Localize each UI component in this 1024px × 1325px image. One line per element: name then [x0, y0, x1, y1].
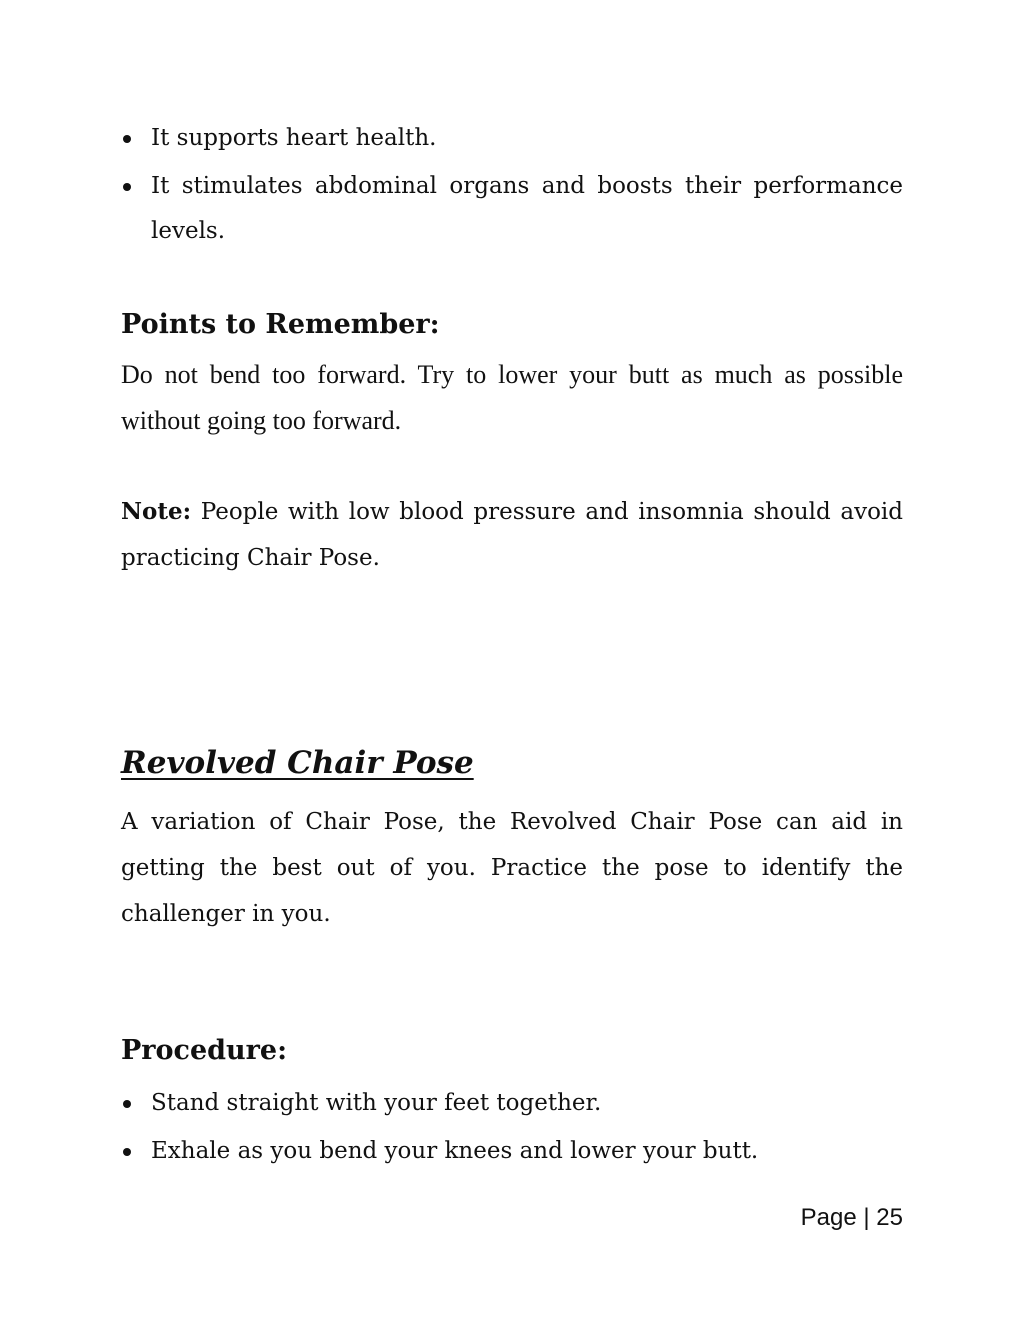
- points-to-remember-section: [121, 307, 903, 343]
- procedure-heading: Procedure:: [121, 1035, 288, 1066]
- list-item: [121, 1081, 903, 1126]
- procedure-list-block: [121, 1081, 903, 1177]
- revolved-chair-pose-text: A variation of Chair Pose, the Revolved Chair Pose can aid in getting the best out of you. Practice the pose to identify the challenger in you.: [121, 809, 903, 927]
- list-item: [121, 1129, 903, 1174]
- points-to-remember-text: Do not bend too forward. Try to lower your butt as much as possible without going too forward.: [121, 360, 903, 435]
- bullet-icon: [123, 183, 131, 191]
- list-item-text: It supports heart health.: [151, 125, 437, 151]
- note-text: People with low blood pressure and insomnia should avoid practicing Chair Pose.: [121, 499, 904, 571]
- procedure-steps-list: [121, 1081, 903, 1174]
- revolved-chair-pose-section: [121, 743, 903, 783]
- benefits-list: [121, 116, 903, 254]
- list-item-text: Exhale as you bend your knees and lower your butt.: [151, 1138, 759, 1164]
- bullet-icon: [123, 1148, 131, 1156]
- bullet-icon: [123, 135, 131, 143]
- note-section: [121, 489, 903, 581]
- page-number: Page | 25: [800, 1204, 903, 1231]
- bullet-icon: [123, 1100, 131, 1108]
- note-label: Note:: [121, 498, 192, 525]
- points-to-remember-body: [121, 352, 903, 444]
- procedure-section: [121, 1033, 903, 1069]
- benefits-list-block: [121, 116, 903, 257]
- list-item-text: It stimulates abdominal organs and boosts their performance levels.: [151, 173, 903, 244]
- revolved-chair-pose-body: [121, 799, 903, 937]
- note-paragraph: [121, 489, 903, 581]
- points-to-remember-heading: Points to Remember:: [121, 309, 440, 340]
- list-item: [121, 116, 903, 161]
- list-item: [121, 164, 903, 254]
- section-title: Revolved Chair Pose: [121, 745, 474, 781]
- list-item-text: Stand straight with your feet together.: [151, 1090, 602, 1116]
